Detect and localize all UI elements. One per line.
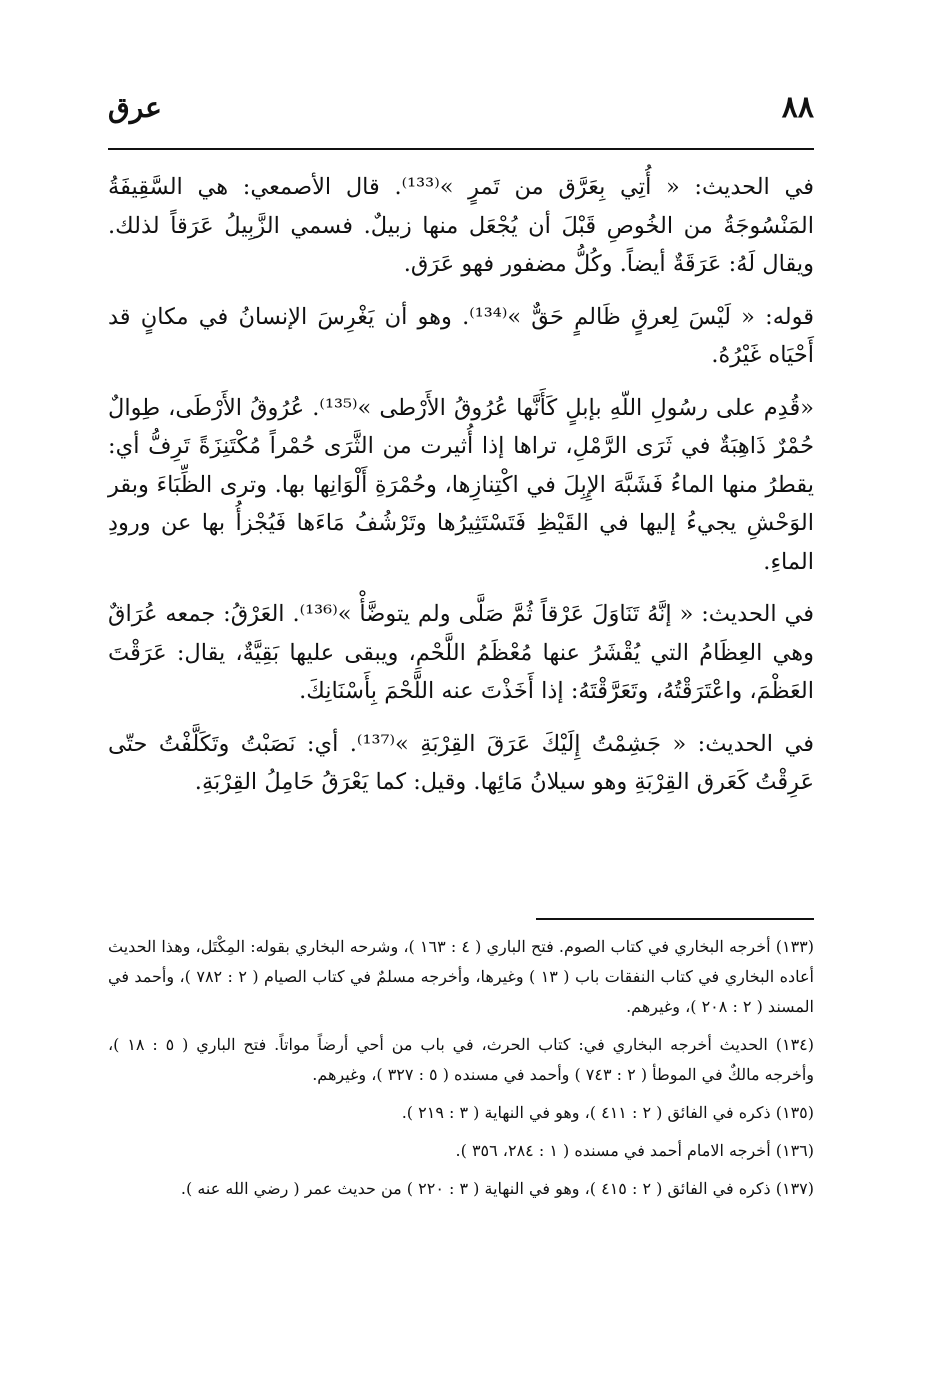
- footnote: (١٣٥) ذكره في الفائق ( ٢ : ٤١١ )، وهو في النهاية ( ٣ : ٢١٩ ).: [401, 1103, 814, 1122]
- paragraph: في الحديث: « إنَّهُ تَنَاوَلَ عَرْقاً ثُمَّ صَلَّى ولم يتوضَّأْ »⁽¹³⁶⁾. العَرْقُ: جمعه عُرَاقٌ وهي العِظَامُ التي يُقْشَرُ عنها مُعْظَمُ اللَّحْمِ، ويبقى عليها بَقِيَّةٌ، يقال: عَرَقْتَ العَظْمَ، واعْتَرَقْتُهُ، وتَعَرَّقْتَهُ: إذا أَخَذْتَ عنه اللَّحْمَ بِأَسْنَانِكَ.: [108, 601, 814, 704]
- footnote: (١٣٧) ذكره في الفائق ( ٢ : ٤١٥ )، وهو في النهاية ( ٣ : ٢٢٠ ) من حديث عمر ( رضي الله عنه ).: [180, 1179, 814, 1198]
- footnote: (١٣٤) الحديث أخرجه البخاري في: كتاب الحرث، في باب من أحي أرضاً مواتاً. فتح الباري ( ٥ : ١٨ )، وأخرجه مالكٌ في الموطأ ( ٢ : ٧٤٣ ) وأحمد في مسنده ( ٥ : ٣٢٧ )، وغيرهم.: [108, 1035, 815, 1084]
- footnotes: [108, 932, 814, 1212]
- paragraph: «قُدِم على رسُولِ اللّهِ بإبلٍ كَأَنَّها عُرُوقُ الأَرْطى »⁽¹³⁵⁾. عُرُوقُ الأَرْطَى، طِوالٌ حُمْرٌ ذَاهِبَةٌ في ثَرَى الرَّمْلِ، تراها إذا أُثيرت من الثَّرَى حُمْراً مُكْتَنِزَةً تَرِفُّ أي: يقطرُ منها الماءُ فَشَبَّهَ الإِبِلَ في اكْتِنازِها، وحُمْرَةِ أَلْوَانِها بها. وترى الظِّبَاءَ وبقر الوَحْشِ يجيءُ إليها في القَيْظِ فَتَسْتَثِيرُها وتَرْشُفُ مَاءَها فَيُجْزأُ بها عن ورودِ الماءِ.: [108, 394, 814, 575]
- page-number: ٨٨: [781, 90, 814, 125]
- paragraph: في الحديث: « جَشِمْتُ إِلَيْكَ عَرَقَ القِرْبَةِ »⁽¹³⁷⁾. أي: نَصَبْتُ وتَكَلَّفْتُ حتّى عَرِقْتُ كَعَرق القِرْبَةِ وهو سيلانُ مَائِها. وقيل: كما يَعْرَقُ حَامِلُ القِرْبَةِ.: [108, 730, 814, 795]
- main-text: [108, 168, 814, 802]
- page-header: [108, 88, 814, 132]
- footnote-divider: [536, 918, 814, 920]
- footnote: (١٣٦) أخرجه الامام أحمد في مسنده ( ١ : ٢٨٤، ٣٥٦ ).: [455, 1141, 814, 1160]
- running-head: عرق: [108, 91, 162, 124]
- header-divider: [108, 148, 814, 150]
- paragraph: في الحديث: « أُتِي بِعَرَّق من تَمرٍ »⁽¹³³⁾. قال الأصمعي: هي السَّقِيفَةُ المَنْسُوجَةُ من الخُوصِ قَبْلَ أن يُجْعَل منها زبيلٌ. فسمي الزَّبِيلُ عَرَقاً لذلك. ويقال لَهُ: عَرَقَةٌ أيضاً. وكُلُّ مضفور فهو عَرَق.: [108, 174, 814, 277]
- paragraph: قوله: « لَيْسَ لِعرقٍ ظَالمٍ حَقٌّ »⁽¹³⁴⁾. وهو أن يَغْرِسَ الإنسانُ في مكانٍ قد أَحْيَاه غَيْرُهُ.: [108, 303, 814, 368]
- footnote: (١٣٣) أخرجه البخاري في كتاب الصوم. فتح الباري ( ٤ : ١٦٣ )، وشرحه البخاري بقوله: المِكْتَل، وهذا الحديث أعاده البخاري في كتاب النفقات باب ( ١٣ ) وغيرها، وأخرجه مسلمٌ في كتاب الصيام ( ٢ : ٧٨٢ )، وأحمد في المسند ( ٢ : ٢٠٨ )، وغيرهم.: [108, 937, 815, 1016]
